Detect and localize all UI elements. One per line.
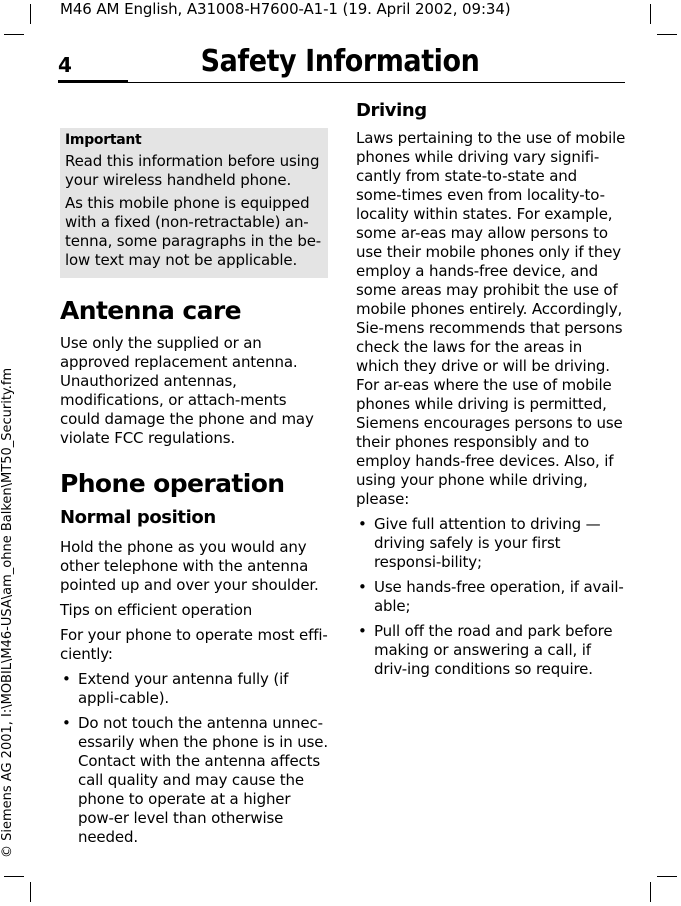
phone-operation-paragraph: Hold the phone as you would any other telephone with the antenna pointed up and over your shoulder. [60,538,319,594]
page-number: 4 [58,53,72,77]
crop-mark-top-right-h [657,34,677,35]
list-item [356,578,626,616]
left-column [60,128,328,853]
list-item [60,670,328,708]
list-item-text: Pull off the road and park before making or answering a call, if driv-ing conditions so require. [374,622,613,678]
bullet-icon: • [358,622,367,640]
phone-operation-heading: Phone operation [60,469,285,498]
important-notice-box [60,128,328,278]
driving-heading: Driving [356,100,427,121]
crop-mark-bottom-left-h [4,876,24,877]
list-item-text: Give full attention to driving — driving safely is your first responsi-bility; [374,515,601,571]
important-paragraph: Read this information before using your wireless handheld phone. [65,152,320,189]
right-column [356,100,626,685]
list-item-text: Do not touch the antenna unnec-essarily when the phone is in use. Contact with the antenna affects call quality and may cause the phone to operate at a higher pow-er level than otherwise needed. [78,714,328,846]
title-rule [128,82,625,83]
list-item-text: Extend your antenna fully (if appli-cable). [78,670,289,707]
crop-mark-top-left-v [30,4,31,24]
normal-position-heading: Normal position [60,507,216,528]
phone-operation-paragraph: Tips on efficient operation [60,601,253,619]
document-meta-header: M46 AM English, A31008-H7600-A1-1 (19. April 2002, 09:34) [60,0,511,18]
driving-bullet-list [356,515,626,679]
list-item [60,714,328,847]
phone-operation-bullet-list [60,670,328,847]
bullet-icon: • [62,714,71,732]
list-item [356,622,626,679]
crop-mark-bottom-left-v [30,882,31,902]
page-title: Safety Information [200,44,480,79]
important-paragraph: As this mobile phone is equipped with a fixed (non-retractable) an-tenna, some paragraphs in the be-low text may not be applicable. [65,194,322,269]
bullet-icon: • [358,515,367,533]
crop-mark-bottom-right-v [650,882,651,902]
bullet-icon: • [62,670,71,688]
phone-operation-paragraph: For your phone to operate most effi-ciently: [60,626,328,663]
page-number-underline [58,80,128,83]
list-item-text: Use hands-free operation, if avail-able; [374,578,624,615]
crop-mark-top-left-h [4,34,24,35]
antenna-care-heading: Antenna care [60,296,241,325]
important-heading: Important [65,132,142,148]
side-copyright-path: © Siemens AG 2001, I:\MOBIL\M46-USA\am_ohne Balken\MT50_Security.fm [0,367,15,858]
driving-text: Laws pertaining to the use of mobile phones while driving vary signifi-cantly from state-to-state and some-times even from locality-to-locality within states. For example, some ar-eas may allow persons to use their mobile phones only if they employ a hands-free device, and some areas may prohibit the use of mobile phones entirely. Accordingly, Sie-mens recommends that persons check the laws for the areas in which they drive or will be driving. For ar-eas where the use of mobile phones while driving is permitted, Siemens encourages persons to use their phones responsibly and to employ hands-free devices. Also, if using your phone while driving, please: [356,129,626,508]
list-item [356,515,626,572]
crop-mark-bottom-right-h [657,876,677,877]
antenna-care-text: Use only the supplied or an approved replacement antenna. Unauthorized antennas, modifications, or attach-ments could damage the phone and may violate FCC regulations. [60,334,314,447]
bullet-icon: • [358,578,367,596]
